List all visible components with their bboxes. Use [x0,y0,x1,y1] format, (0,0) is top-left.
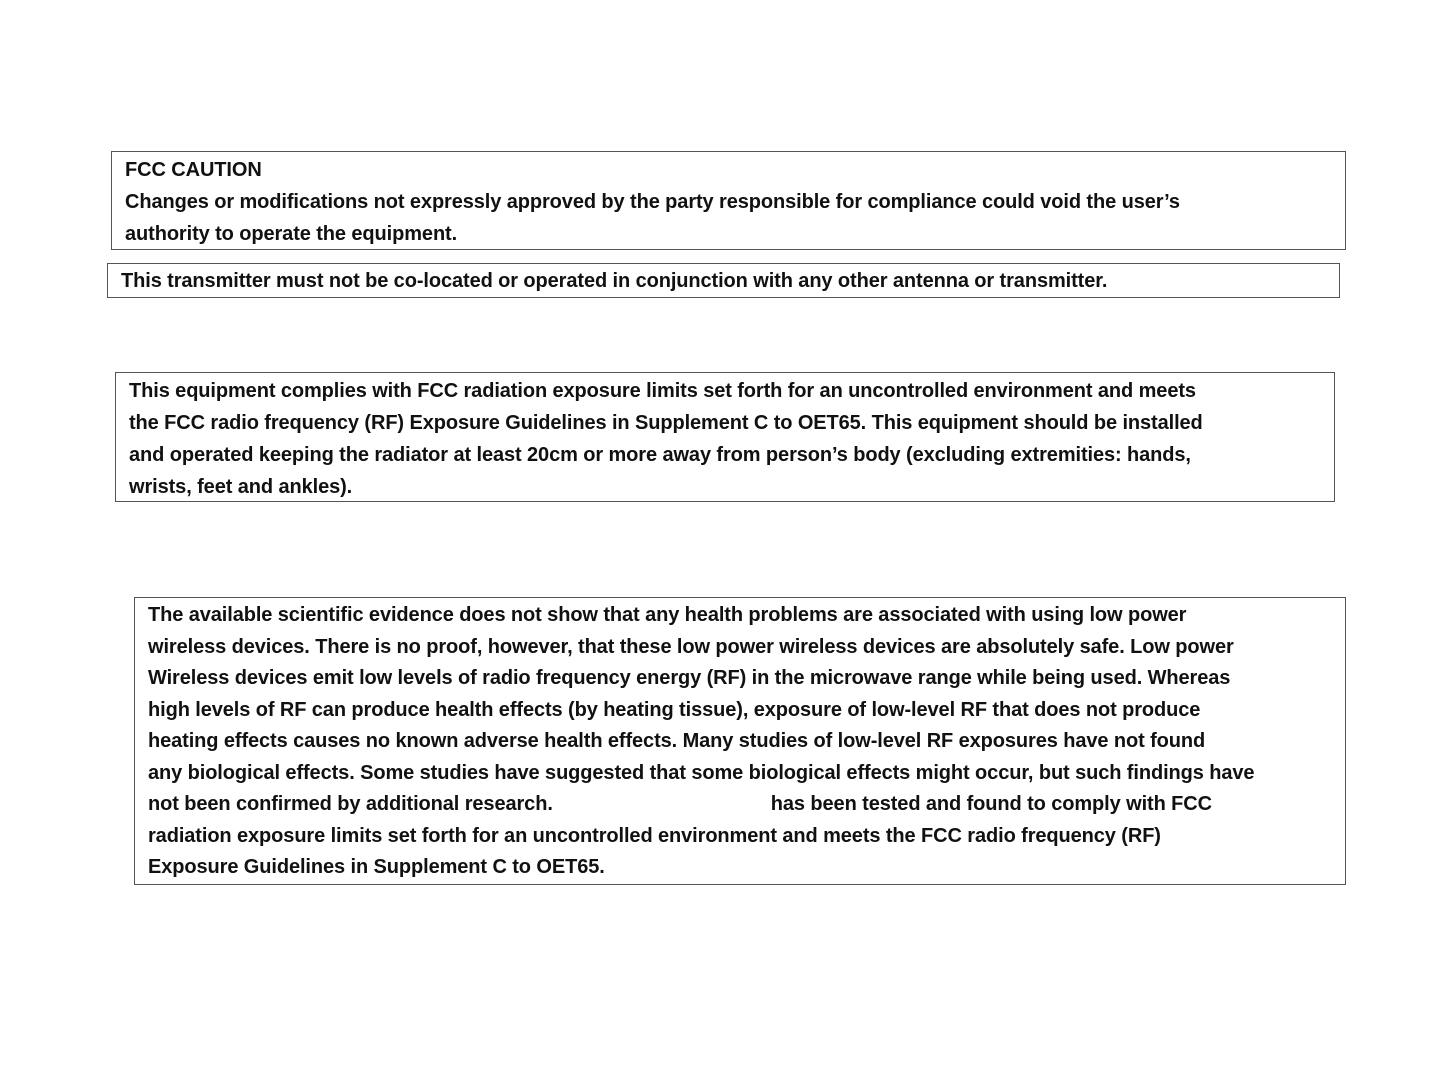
health-statement-fragment: has been tested and found to comply with FCC [770,793,1212,815]
health-statement-line: Exposure Guidelines in Supplement C to OET65. [148,856,605,878]
rf-exposure-line: wrists, feet and ankles). [129,476,353,498]
health-statement-fragment: not been confirmed by additional research. [148,793,553,815]
health-statement-line: Wireless devices emit low levels of radio frequency energy (RF) in the microwave range while being used. Whereas [148,667,1231,689]
fcc-caution-line: Changes or modifications not expressly approved by the party responsible for compliance could void the user’s [125,191,1180,213]
health-statement-line: any biological effects. Some studies have suggested that some biological effects might occur, but such findings have [148,761,1255,784]
colocation-notice-text: This transmitter must not be co-located or operated in conjunction with any other antenna or transmitter. [121,270,1108,292]
rf-exposure-box [115,372,1335,502]
health-statement-line: wireless devices. There is no proof, however, that these low power wireless devices are absolutely safe. Low power [148,635,1234,658]
rf-exposure-line: This equipment complies with FCC radiation exposure limits set forth for an uncontrolled environment and meets [129,380,1196,402]
rf-exposure-line: and operated keeping the radiator at least 20cm or more away from person’s body (excluding extremities: hands, [129,444,1191,466]
health-statement-line: radiation exposure limits set forth for an uncontrolled environment and meets the FCC radio frequency (RF) [148,824,1161,847]
fcc-caution-box [111,151,1346,250]
health-statement-line-with-gap [148,789,1337,821]
health-statement-line: The available scientific evidence does not show that any health problems are associated with using low power [148,604,1187,626]
health-statement-line: high levels of RF can produce health effects (by heating tissue), exposure of low-level RF that does not produce [148,698,1201,721]
fcc-caution-title: FCC CAUTION [125,159,262,181]
health-statement-line: heating effects causes no known adverse health effects. Many studies of low-level RF exposures have not found [148,730,1206,752]
health-statement-box [134,597,1346,885]
fcc-caution-line: authority to operate the equipment. [125,223,458,245]
colocation-notice-box [107,263,1340,298]
rf-exposure-line: the FCC radio frequency (RF) Exposure Guidelines in Supplement C to OET65. This equipment should be installed [129,412,1203,434]
